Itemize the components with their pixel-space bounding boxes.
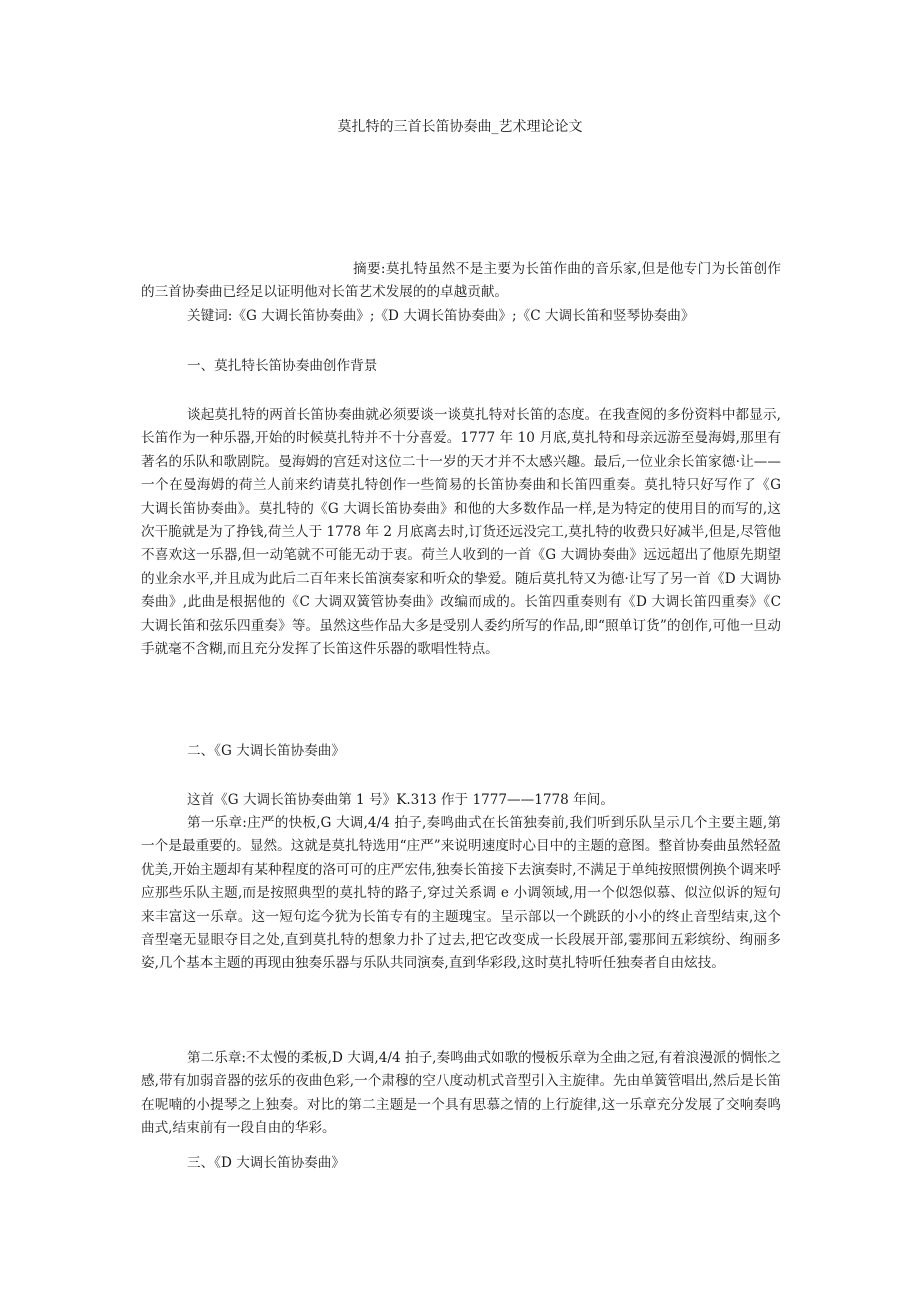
section-heading-1: 一、莫扎特长笛协奏曲创作背景	[187, 358, 378, 374]
abstract-paragraph: 摘要:莫扎特虽然不是主要为长笛作曲的音乐家,但是他专门为长笛创作的三首协奏曲已经足以证明他对长笛艺术发展的的卓越贡献。	[141, 261, 781, 301]
section2-paragraph-2: 第一乐章:庄严的快板,G 大调,4/4 拍子,奏鸣曲式在长笛独奏前,我们听到乐队呈示几个主要主题,第一个是最重要的。显然。这就是莫扎特选用“庄严”来说明速度时心目中的主题的意图。整首协奏曲虽然轻盈优美,开始主题却有某种程度的洛可可的庄严宏伟,独奏长笛接下去演奏时,不满足于单纯按照惯例换个调来呼应那些乐队主题,而是按照典型的莫扎特的路子,穿过关系调 e 小调领域,用一个似怨似慕、似泣似诉的短句来丰富这一乐章。这一短句迄今犹为长笛专有的主题瑰宝。呈示部以一个跳跃的小小的终止音型结束,这个音型毫无显眼夺目之处,直到莫扎特的想象力扑了过去,把它改变成一长段展开部,霎那间五彩缤纷、绚丽多姿,几个基本主题的再现由独奏乐器与乐队共同演奏,直到华彩段,这时莫扎特听任独奏者自由炫技。	[141, 815, 781, 972]
section1-paragraph: 谈起莫扎特的两首长笛协奏曲就必须要谈一谈莫扎特对长笛的态度。在我查阅的多份资料中都显示,长笛作为一种乐器,开始的时候莫扎特并不十分喜爱。1777 年 10 月底,莫扎特和母亲远游至曼海姆,那里有著名的乐队和歌剧院。曼海姆的宫廷对这位二十一岁的天才并不太感兴趣。最后,一位业余长笛家德·让——一个在曼海姆的荷兰人前来约请莫扎特创作一些简易的长笛协奏曲和长笛四重奏。莫扎特只好写作了《G 大调长笛协奏曲》。莫扎特的《G 大调长笛协奏曲》和他的大多数作品一样,是为特定的使用目的而写的,这次干脆就是为了挣钱,荷兰人于 1778 年 2 月底离去时,订货还远没完工,莫扎特的收费只好减半,但是,尽管他不喜欢这一乐器,但一动笔就不可能无动于衷。荷兰人收到的一首《G 大调协奏曲》远远超出了他原先期望的业余水平,并且成为此后二百年来长笛演奏家和听众的挚爱。随后莫扎特又为德·让写了另一首《D 大调协奏曲》,此曲是根据他的《C 大调双簧管协奏曲》改编而成的。长笛四重奏则有《D 大调长笛四重奏》《C 大调长笛和弦乐四重奏》等。虽然这些作品大多是受别人委约所写的作品,即“照单订货”的创作,可他一旦动手就毫不含糊,而且充分发挥了长笛这件乐器的歌唱性特点。	[141, 407, 781, 658]
section-heading-3: 三、《D 大调长笛协奏曲》	[187, 1155, 345, 1171]
document-title: 莫扎特的三首长笛协奏曲_艺术理论论文	[337, 119, 583, 135]
keywords-paragraph: 关键词:《G 大调长笛协奏曲》;《D 大调长笛协奏曲》;《C 大调长笛和竖琴协奏曲》	[187, 308, 695, 324]
section2-paragraph-3: 第二乐章:不太慢的柔板,D 大调,4/4 拍子,奏鸣曲式如歌的慢板乐章为全曲之冠,有着浪漫派的惆怅之感,带有加弱音器的弦乐的夜曲色彩,一个肃穆的空八度动机式音型引入主旋律。先由单簧管唱出,然后是长笛在呢喃的小提琴之上独奏。对比的第二主题是一个具有思慕之情的上行旋律,这一乐章充分发展了交响奏鸣曲式,结束前有一段自由的华彩。	[141, 1050, 781, 1137]
section2-paragraph-1: 这首《G 大调长笛协奏曲第 1 号》K.313 作于 1777——1778 年间。	[187, 792, 614, 808]
section-heading-2: 二、《G 大调长笛协奏曲》	[187, 743, 345, 759]
